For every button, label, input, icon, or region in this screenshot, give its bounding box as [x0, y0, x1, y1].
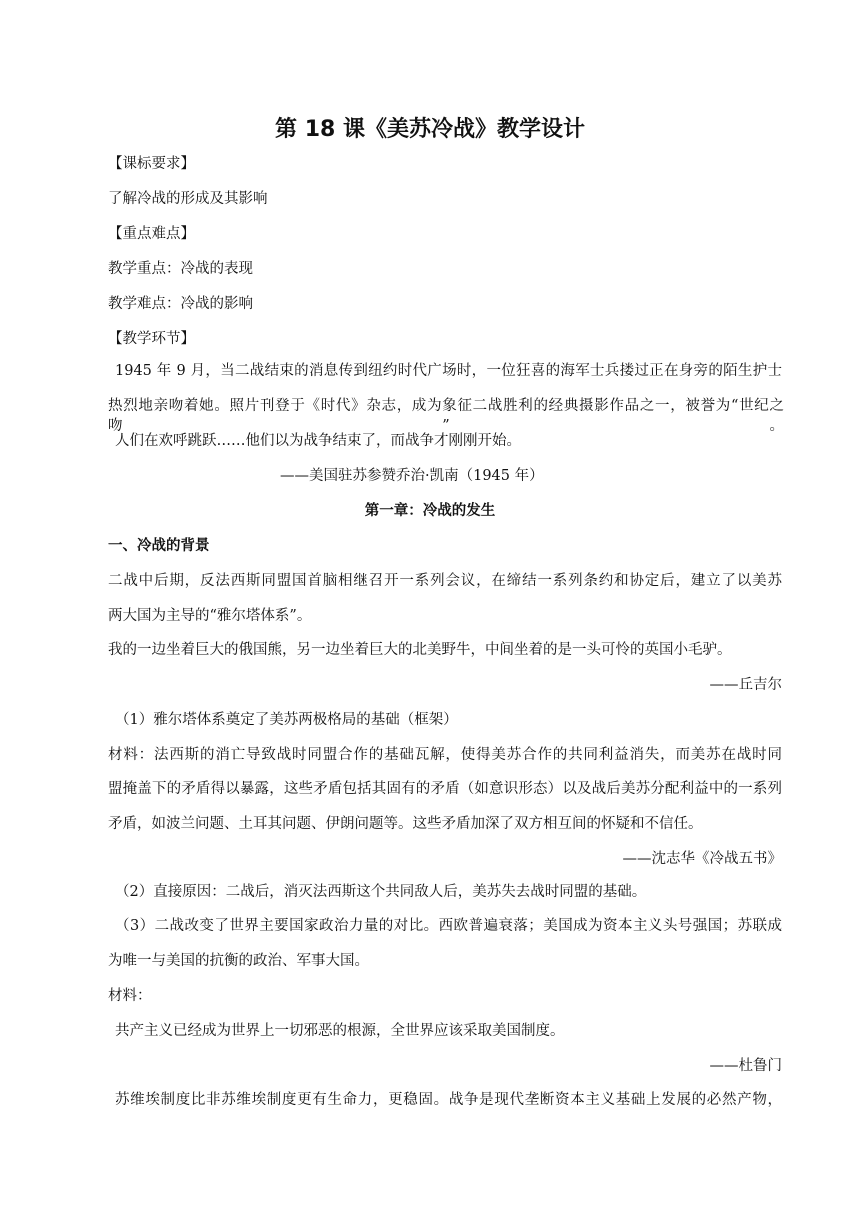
- material1-source: ——沈志华《冷战五书》: [622, 851, 782, 867]
- material1-line1: 材料：法西斯的消亡导致战时同盟合作的基础瓦解，使得美苏合作的共同利益消失，而美苏在战时同: [108, 747, 782, 763]
- chapter-heading: 第一章：冷战的发生: [364, 503, 496, 519]
- soviet-quote: 苏维埃制度比非苏维埃制度更有生命力，更稳固。战争是现代垄断资本主义基础上发展的必然产物，: [115, 1092, 782, 1108]
- point-2: （2）直接原因：二战后，消灭法西斯这个共同敌人后，美苏失去战时同盟的基础。: [115, 884, 647, 900]
- intro-paragraph-line2: 热烈地亲吻着她。照片刊登于《时代》杂志，成为象征二战胜利的经典摄影作品之一，被誉为“世纪之吻”。: [108, 398, 784, 434]
- difficult-point: 教学难点：冷战的影响: [108, 296, 253, 312]
- material2-label: 材料：: [108, 988, 152, 1004]
- course-requirement: 了解冷战的形成及其影响: [108, 191, 268, 207]
- section-key-points: 【重点难点】: [108, 226, 195, 242]
- background-paragraph-line1: 二战中后期，反法西斯同盟国首脑相继召开一系列会议，在缔结一系列条约和协定后，建立了以美苏: [108, 573, 782, 589]
- part1-heading: 一、冷战的背景: [108, 538, 210, 554]
- truman-quote: 共产主义已经成为世界上一切邪恶的根源，全世界应该采取美国制度。: [115, 1023, 565, 1039]
- material1-line2: 盟掩盖下的矛盾得以暴露，这些矛盾包括其固有的矛盾（如意识形态）以及战后美苏分配利益中的一系列: [108, 781, 782, 797]
- document-title: 第 18 课《美苏冷战》教学设计: [275, 117, 585, 142]
- background-paragraph-line2: 两大国为主导的“雅尔塔体系”。: [108, 608, 312, 624]
- truman-source: ——杜鲁门: [709, 1058, 782, 1074]
- material1-line3: 矛盾，如波兰问题、土耳其问题、伊朗问题等。这些矛盾加深了双方相互间的怀疑和不信任。: [108, 816, 703, 832]
- intro-source: ——美国驻苏参赞乔治·凯南（1945 年）: [280, 468, 544, 484]
- churchill-source: ——丘吉尔: [709, 677, 782, 693]
- key-point: 教学重点：冷战的表现: [108, 261, 253, 277]
- point-3-line1: （3）二战改变了世界主要国家政治力量的对比。西欧普遍衰落；美国成为资本主义头号强国；苏联成: [115, 918, 782, 934]
- section-teaching-process: 【教学环节】: [108, 331, 195, 347]
- intro-paragraph-line1: 1945 年 9 月，当二战结束的消息传到纽约时代广场时，一位狂喜的海军士兵搂过正在身旁的陌生护士: [115, 363, 782, 379]
- intro-paragraph-2: 人们在欢呼跳跃……他们以为战争结束了，而战争才刚刚开始。: [115, 433, 521, 449]
- point-3-line2: 为唯一与美国的抗衡的政治、军事大国。: [108, 953, 369, 969]
- churchill-quote: 我的一边坐着巨大的俄国熊，另一边坐着巨大的北美野牛，中间坐着的是一头可怜的英国小毛驴。: [108, 642, 732, 658]
- point-1: （1）雅尔塔体系奠定了美苏两极格局的基础（框架）: [115, 712, 458, 728]
- section-course-standards: 【课标要求】: [108, 156, 195, 172]
